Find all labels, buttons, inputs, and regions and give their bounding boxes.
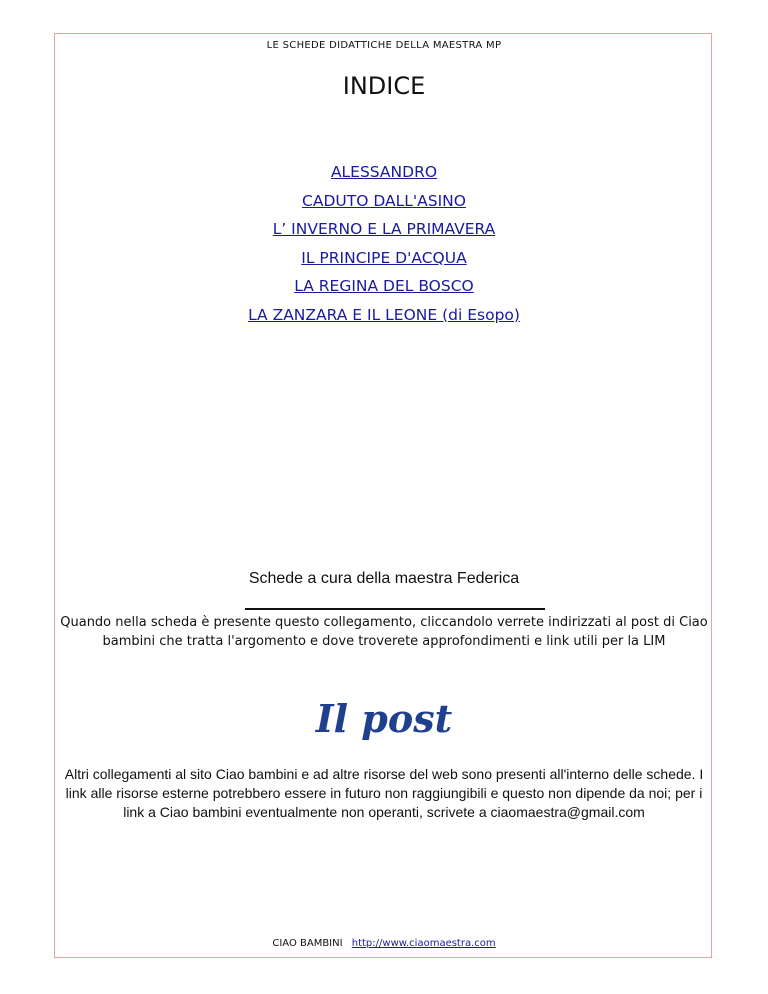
index-list	[0, 160, 768, 331]
index-item	[0, 217, 768, 246]
post-link-note: Quando nella scheda è presente questo collegamento, cliccandolo verrete indirizzati al post di Ciao bambini che tratta l'argomento e dove troverete approfondimenti e link utili per la LIM	[60, 615, 708, 649]
footer-label: CIAO BAMBINI	[272, 938, 343, 949]
index-link-zanzara-leone[interactable]: LA ZANZARA E IL LEONE (di Esopo)	[248, 305, 520, 324]
index-item	[0, 303, 768, 332]
index-link-principe-dacqua[interactable]: IL PRINCIPE D'ACQUA	[301, 248, 467, 267]
separator-line	[245, 608, 545, 610]
index-item	[0, 160, 768, 189]
page-header: LE SCHEDE DIDATTICHE DELLA MAESTRA MP	[266, 40, 502, 51]
index-item	[0, 274, 768, 303]
page-footer	[0, 938, 768, 949]
post-logo-text: Il post	[315, 696, 453, 741]
index-link-regina-del-bosco[interactable]: LA REGINA DEL BOSCO	[294, 277, 474, 295]
credit-text: Schede a cura della maestra Federica	[248, 570, 520, 587]
index-item	[0, 189, 768, 218]
post-link-logo[interactable]	[294, 690, 474, 748]
index-item	[0, 246, 768, 275]
index-link-inverno-primavera[interactable]: L’ INVERNO E LA PRIMAVERA	[272, 220, 496, 238]
footer-note: Altri collegamenti al sito Ciao bambini e ad altre risorse del web sono presenti all'interno delle schede. I link alle risorse esterne potrebbero essere in futuro non raggiungibili e questo non dipende da noi; per i link a Ciao bambini eventualmente non operanti, scrivete a ciaomaestra@gmail.com	[64, 766, 704, 820]
page-title: INDICE	[342, 72, 426, 100]
index-link-alessandro[interactable]: ALESSANDRO	[330, 163, 438, 181]
footer-site-link[interactable]: http://www.ciaomaestra.com	[351, 938, 496, 949]
index-link-caduto-dallasino[interactable]: CADUTO DALL'ASINO	[302, 191, 466, 210]
